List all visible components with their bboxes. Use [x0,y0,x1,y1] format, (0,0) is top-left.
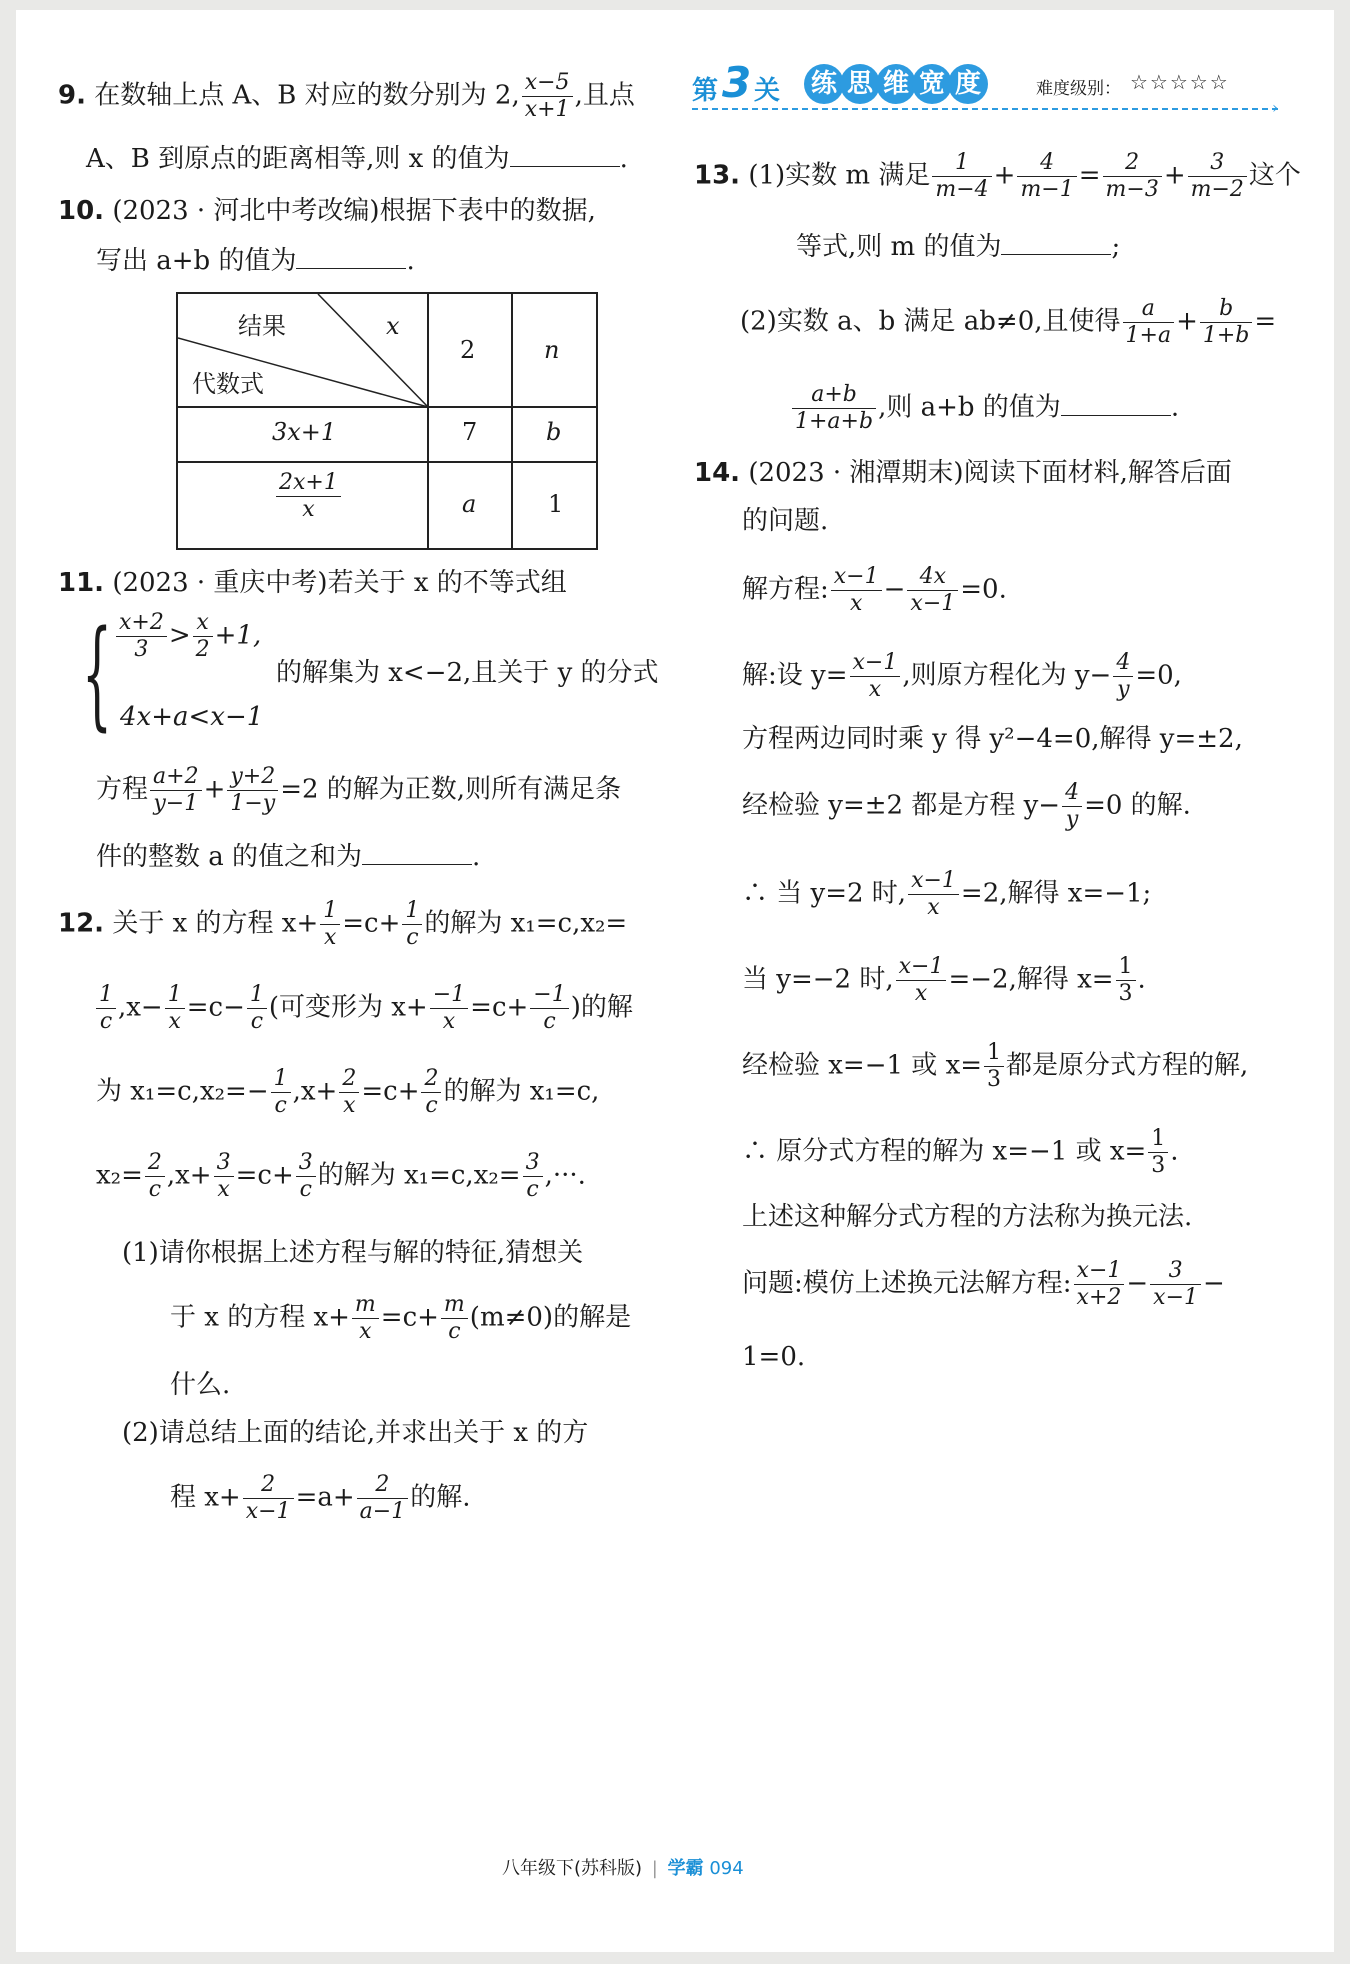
q14-line11: 上述这种解分式方程的方法称为换元法. [742,1202,1193,1232]
stage-number: 3 [722,58,752,107]
q10-line2: 写出 a+b 的值为 . [96,246,415,276]
q13-part1-line1: 13. (1)实数 m 满足 $\frac{1}{m-4}$ + $\frac{4}{m-1}$ = $\frac{2}{m-3}$ + $\frac{3}{m-2}$ 这个 [694,150,1301,202]
q11-ineq1: $\frac{x+2}{3}$ > $\frac{x}{2}$ +1, [114,610,261,663]
q12-line2: $\frac{1}{c}$ ,x− $\frac{1}{x}$ =c− $\frac{1}{c}$ (可变形为 x+ $\frac{-1}{x}$ =c+ $\frac{-1}{c}$ )的解 [94,982,633,1035]
table-row1-v2: b [546,418,562,446]
stage-suffix: 关 [754,76,781,106]
q14-line10: ∴ 原分式方程的解为 x=−1 或 x= $\frac{1}{3}$ . [742,1126,1179,1178]
q10-table [176,292,598,550]
table-header-x: x [386,312,400,340]
q10-number: 10. [58,196,105,226]
q9-line2: A、B 到原点的距离相等,则 x 的值为 . [86,144,628,174]
footer-brand: 学霸 [667,1858,704,1879]
header-dashed-line [692,108,1278,110]
q10-answer-blank[interactable] [296,246,406,269]
table-row2-v1: a [462,490,477,518]
q9-line2-text: A、B 到原点的距离相等,则 x 的值为 [86,144,510,174]
q9-fraction: $\frac{x-5}{x+1}$ [522,70,573,123]
q14-line7: ∴ 当 y=2 时, $\frac{x-1}{x}$ =2,解得 x=−1; [742,868,1152,920]
q11-number: 11. [58,568,105,598]
title-bubble: 维 [876,64,916,104]
q11-line3: 方程 $\frac{a+2}{y-1}$ + $\frac{y+2}{1-y}$ =2 的解为正数,则所有满足条 [96,764,622,816]
q10-line1 [58,194,596,228]
q14-line8: 当 y=−2 时, $\frac{x-1}{x}$ =−2,解得 x= $\frac{1}{3}$ . [742,954,1146,1006]
title-bubble: 练 [804,64,844,104]
q11-line1 [58,566,567,600]
q12-part1-line3: 什么. [170,1370,231,1400]
table-row2-v2: 1 [548,490,564,518]
table-col2: n [544,336,560,364]
q12-part2-line2: 程 x+ $\frac{2}{x-1}$ =a+ $\frac{2}{a-1}$ 的解. [170,1472,471,1524]
q11-ineq2: 4x+a<x−1 [120,702,264,732]
title-bubble: 思 [840,64,880,104]
q13-part2-answer-blank[interactable] [1061,393,1171,416]
q12-line1: 12. 关于 x 的方程 x+ $\frac{1}{x}$ =c+ $\frac{1}{c}$ 的解为 x₁=c,x₂= [58,898,628,950]
q10-source: (2023 · 河北中考改编)根据下表中的数据, [112,196,596,226]
q11-line1-text: (2023 · 重庆中考)若关于 x 的不等式组 [112,568,567,598]
table-header-expr: 代数式 [192,370,264,398]
arrow-icon: › [1272,98,1279,117]
q14-line3: 解方程: $\frac{x-1}{x}$ − $\frac{4x}{x-1}$ =0. [742,564,1007,616]
q14-line9: 经检验 x=−1 或 x= $\frac{1}{3}$ 都是原分式方程的解, [742,1040,1249,1092]
footer-page-number: 094 [709,1858,744,1879]
table-col1: 2 [460,336,476,364]
q11-answer-blank[interactable] [362,842,472,865]
q14-line4: 解:设 y= $\frac{x-1}{x}$ ,则原方程化为 y− $\frac{4}{y}$ =0, [742,650,1182,702]
q14-line1: 14. (2023 · 湘潭期末)阅读下面材料,解答后面 [694,458,1232,488]
title-bubble: 宽 [912,64,952,104]
table-row1-label: 3x+1 [272,418,337,446]
q12-part1-line2: 于 x 的方程 x+ $\frac{m}{x}$ =c+ $\frac{m}{c}$ (m≠0)的解是 [170,1292,632,1344]
q14-line6: 经检验 y=±2 都是方程 y− $\frac{4}{y}$ =0 的解. [742,780,1191,832]
q14-line12: 问题:模仿上述换元法解方程: $\frac{x-1}{x+2}$ − $\frac{3}{x-1}$ − [742,1258,1225,1310]
table-row1-v1: 7 [462,418,478,446]
footer-separator: | [651,1858,658,1879]
q14-number: 14. [694,458,741,488]
table-header-result: 结果 [238,312,286,340]
difficulty-label: 难度级别： [1036,79,1121,99]
q12-line4: x₂= $\frac{2}{c}$ ,x+ $\frac{3}{x}$ =c+ $\frac{3}{c}$ 的解为 x₁=c,x₂= $\frac{3}{c}$ ,···. [96,1150,586,1202]
q13-part1-answer-blank[interactable] [1001,232,1111,255]
q11-brace: { [82,604,113,742]
q11-after-system: 的解集为 x<−2,且关于 y 的分式 [276,658,659,688]
q9-answer-blank[interactable] [510,144,620,167]
stage-prefix: 第 [692,76,719,106]
title-bubble: 度 [948,64,988,104]
section-title-bubbles [804,64,984,104]
q10-line2-text: 写出 a+b 的值为 [96,246,297,276]
q12-line3: 为 x₁=c,x₂=− $\frac{1}{c}$ ,x+ $\frac{2}{x}$ =c+ $\frac{2}{c}$ 的解为 x₁=c, [96,1066,600,1118]
section-header [692,58,1282,117]
q14-line5: 方程两边同时乘 y 得 y²−4=0,解得 y=±2, [742,724,1243,754]
q12-part1-line1: (1)请你根据上述方程与解的特征,猜想关 [122,1238,584,1268]
q9-text1: 在数轴上点 A、B 对应的数分别为 2, [94,80,520,111]
difficulty-stars: ☆☆☆☆☆ [1130,70,1230,94]
q13-part2-line1: (2)实数 a、b 满足 ab≠0,且使得 $\frac{a}{1+a}$ + $\frac{b}{1+b}$ = [740,296,1277,348]
page-footer [502,1854,744,1880]
q12-part2-line1: (2)请总结上面的结论,并求出关于 x 的方 [122,1418,589,1448]
q11-line4: 件的整数 a 的值之和为 . [96,842,481,872]
q14-line13: 1=0. [742,1342,806,1372]
table-row2-label: $\frac{2x+1}{x}$ [274,470,343,523]
q13-number: 13. [694,160,741,191]
footer-grade: 八年级下(苏科版) [502,1858,643,1879]
q13-part1-line2: 等式,则 m 的值为 ; [796,232,1121,262]
page [16,10,1334,1952]
q9-text2: ,且点 [574,80,635,111]
q14-line2: 的问题. [742,506,829,536]
q13-part2-line2: $\frac{a+b}{1+a+b}$ ,则 a+b 的值为 . [790,382,1179,435]
q9-number: 9. [58,80,86,111]
q9-line1 [58,70,635,123]
q12-number: 12. [58,908,105,939]
